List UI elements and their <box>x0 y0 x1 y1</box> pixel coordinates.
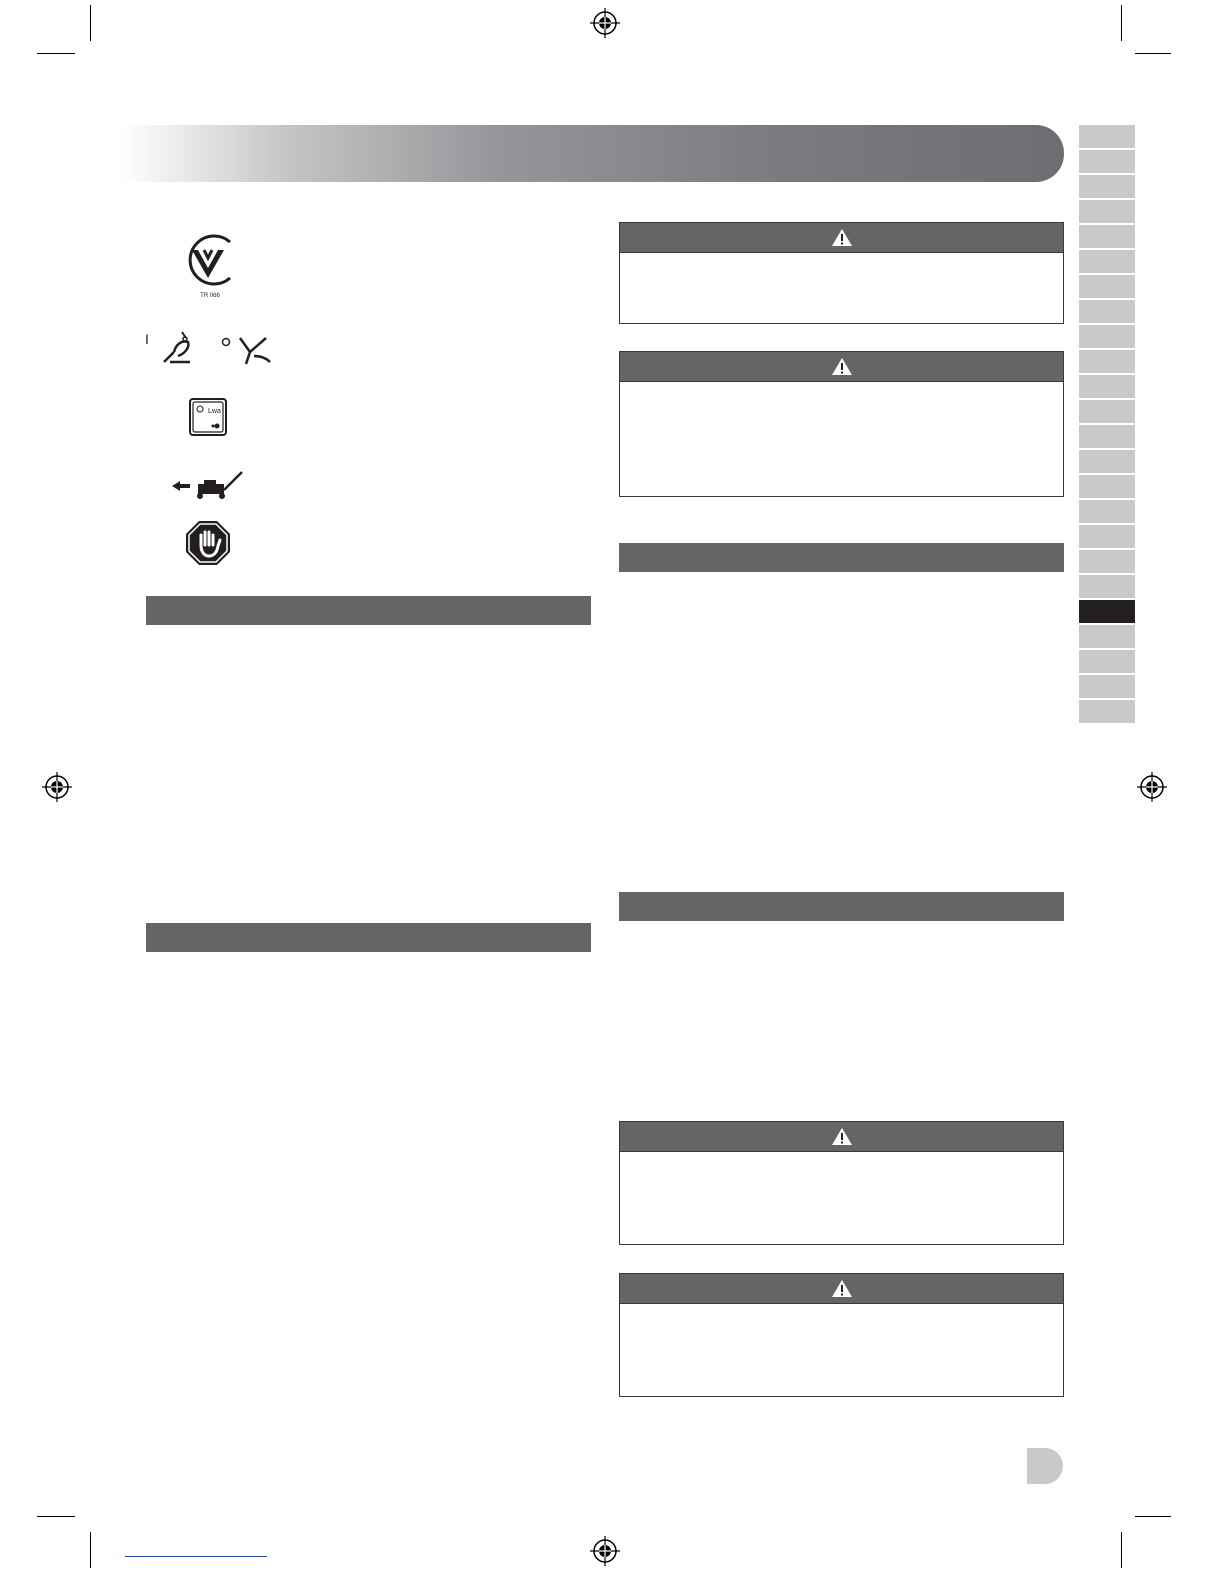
certification-caption: TR 066 <box>200 293 220 299</box>
language-tab <box>1079 200 1135 223</box>
warning-box <box>619 1121 1064 1245</box>
language-tab <box>1079 400 1135 423</box>
language-tab <box>1079 350 1135 373</box>
footer-link-underline <box>125 1556 267 1557</box>
language-tab <box>1079 175 1135 198</box>
crop-mark <box>37 53 75 54</box>
language-tab <box>1079 700 1135 723</box>
crop-mark <box>1135 1516 1171 1517</box>
crop-mark <box>90 5 91 41</box>
noise-label: Lwa <box>208 408 221 415</box>
language-tab <box>1079 500 1135 523</box>
crop-mark <box>90 1532 91 1568</box>
language-tabs <box>1079 125 1135 725</box>
page-header-bar <box>120 125 1064 182</box>
warning-header <box>620 352 1063 382</box>
warning-box <box>619 1273 1064 1397</box>
warning-box <box>619 351 1064 497</box>
language-tab <box>1079 550 1135 573</box>
warning-triangle-icon <box>831 228 853 247</box>
crop-mark <box>1121 5 1122 41</box>
warning-triangle-icon <box>831 1127 853 1146</box>
language-tab-active <box>1079 600 1135 623</box>
language-tab <box>1079 575 1135 598</box>
language-tab <box>1079 150 1135 173</box>
registration-mark-icon <box>1137 772 1167 802</box>
engine-off-icon <box>236 330 276 366</box>
language-tab <box>1079 675 1135 698</box>
registration-mark-icon <box>590 1536 620 1566</box>
crop-mark <box>1121 1532 1122 1568</box>
registration-mark-icon <box>42 772 72 802</box>
noise-level-icon <box>188 397 228 437</box>
warning-triangle-icon <box>831 1279 853 1298</box>
switch-on-label: I <box>145 331 149 347</box>
registration-mark-icon <box>590 8 620 38</box>
language-tab <box>1079 125 1135 148</box>
section-heading-bar <box>146 596 591 625</box>
warning-box <box>619 222 1064 324</box>
engine-on-icon <box>160 330 202 366</box>
language-tab <box>1079 225 1135 248</box>
page-number-tab <box>1027 1448 1063 1484</box>
language-tab <box>1079 450 1135 473</box>
language-tab <box>1079 325 1135 348</box>
language-tab <box>1079 300 1135 323</box>
language-tab <box>1079 650 1135 673</box>
warning-header <box>620 223 1063 253</box>
section-heading-bar <box>146 923 591 952</box>
stop-hand-icon <box>184 519 232 567</box>
language-tab <box>1079 275 1135 298</box>
language-tab <box>1079 475 1135 498</box>
language-tab <box>1079 625 1135 648</box>
mower-direction-icon <box>168 470 246 500</box>
language-tab <box>1079 250 1135 273</box>
warning-triangle-icon <box>831 357 853 376</box>
language-tab <box>1079 425 1135 448</box>
ua-certification-mark-icon <box>178 228 242 300</box>
language-tab <box>1079 375 1135 398</box>
warning-header <box>620 1274 1063 1304</box>
crop-mark <box>37 1516 75 1517</box>
switch-off-circle-icon <box>221 337 231 347</box>
section-heading-bar <box>619 543 1064 572</box>
warning-header <box>620 1122 1063 1152</box>
language-tab <box>1079 525 1135 548</box>
section-heading-bar <box>619 892 1064 921</box>
crop-mark <box>1135 53 1171 54</box>
